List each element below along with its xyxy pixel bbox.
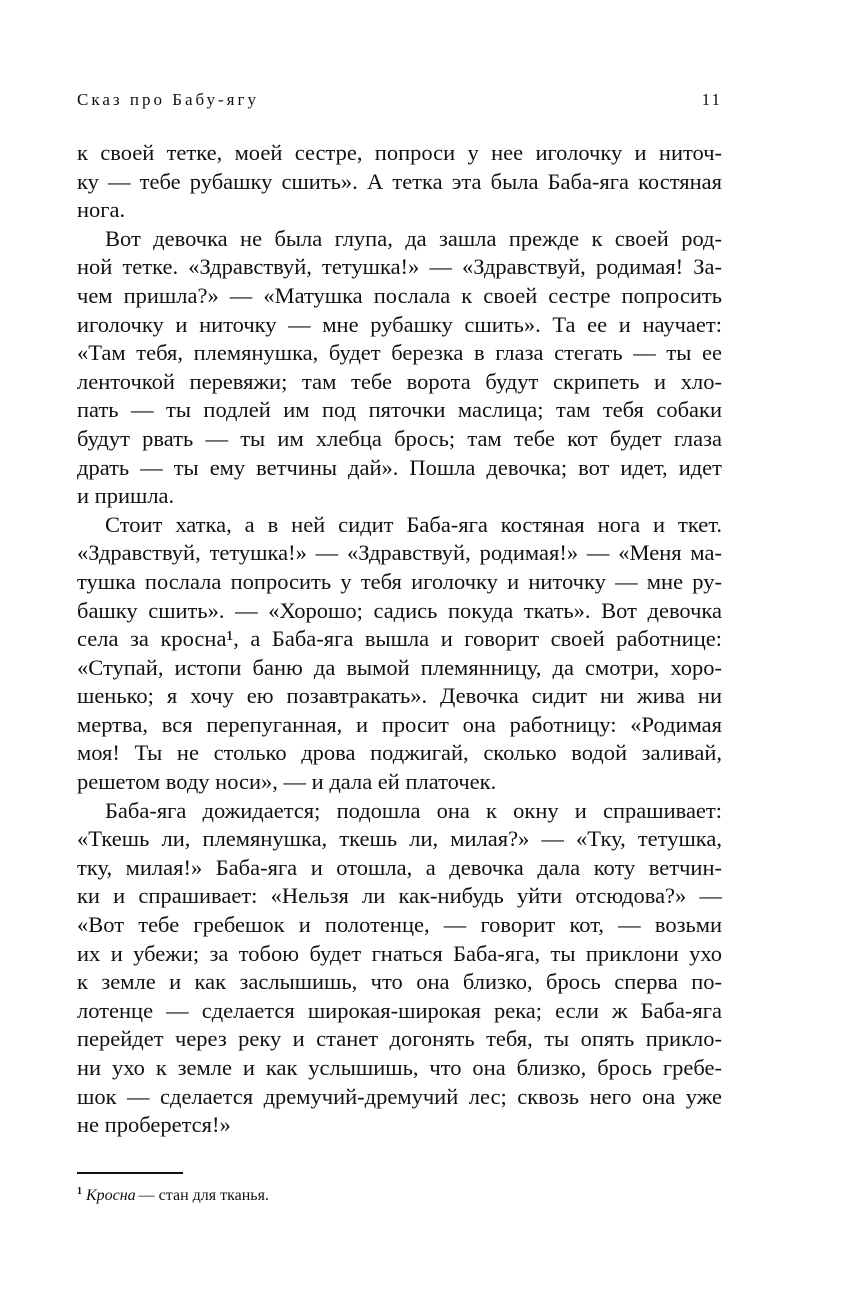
text-line: Баба-яга дожидается; подошла она к окну и спрашивает: xyxy=(105,797,722,823)
page-number: 11 xyxy=(701,90,722,109)
text-line: ки и спрашивает: «Нельзя ли как-нибудь уйти отсюдова?» — xyxy=(77,883,722,909)
text-line: нога. xyxy=(77,197,126,223)
text-line: тушка послала попросить у тебя иголочку и ниточку — мне ру- xyxy=(77,568,722,594)
text-line: «Ступай, истопи баню да вымой племянницу, да смотри, хоро- xyxy=(77,654,722,680)
text-line: решетом воду носи», — и дала ей платочек. xyxy=(77,769,497,795)
text-line: «Здравствуй, тетушка!» — «Здравствуй, родимая!» — «Меня ма- xyxy=(77,540,722,566)
text-line: моя! Ты не столько дрова поджигай, сколько водой заливай, xyxy=(77,740,722,766)
text-line: ленточкой перевяжи; там тебе ворота будут скрипеть и хло- xyxy=(77,368,722,394)
text-line: чем пришла?» — «Матушка послала к своей сестре попросить xyxy=(77,282,722,308)
text-line: тку, милая!» Баба-яга и отошла, а девочка дала коту ветчин- xyxy=(77,854,722,880)
running-head-title: Сказ про Бабу-ягу xyxy=(77,90,259,109)
text-line: шок — сделается дремучий-дремучий лес; сквозь него она уже xyxy=(77,1083,722,1109)
text-line: башку сшить». — «Хорошо; садись покуда ткать». Вот девочка xyxy=(77,597,722,623)
footnote xyxy=(77,1180,269,1208)
paragraph xyxy=(77,797,722,1140)
text-line: перейдет через реку и станет догонять тебя, ты опять прикло- xyxy=(77,1026,722,1052)
text-line: ку — тебе рубашку сшить». А тетка эта была Баба-яга костяная xyxy=(77,168,722,194)
text-line: и пришла. xyxy=(77,483,175,509)
text-line: к своей тетке, моей сестре, попроси у нее иголочку и ниточ- xyxy=(77,140,722,165)
text-line: «Ткешь ли, племянушка, ткешь ли, милая?» — «Тку, тетушка, xyxy=(77,826,722,852)
text-line: их и убежи; за тобою будет гнаться Баба-яга, ты приклони ухо xyxy=(77,940,722,966)
text-line: иголочку и ниточку — мне рубашку сшить». Та ее и научает: xyxy=(77,311,722,337)
text-line: драть — ты ему ветчины дай». Пошла девочка; вот идет, идет xyxy=(77,454,722,480)
footnote-term: Кросна xyxy=(86,1187,136,1204)
text-line: «Вот тебе гребешок и полотенце, — говорит кот, — возьми xyxy=(77,912,722,938)
text-line: пать — ты подлей им под пяточки маслица; там тебя собаки xyxy=(77,397,722,423)
text-line: «Там тебя, племянушка, будет березка в глаза стегать — ты ее xyxy=(77,340,722,366)
text-line: ни ухо к земле и как услышишь, что она близко, брось гребе- xyxy=(77,1055,722,1080)
text-line: села за кросна¹, а Баба-яга вышла и говорит своей работнице: xyxy=(77,626,722,652)
paragraph xyxy=(77,139,722,225)
text-line: ной тетке. «Здравствуй, тетушка!» — «Здравствуй, родимая! За- xyxy=(77,254,722,280)
text-line: Стоит хатка, а в ней сидит Баба-яга костяная нога и ткет. xyxy=(105,511,722,537)
text-line: Вот девочка не была глупа, да зашла прежде к своей род- xyxy=(105,225,722,251)
text-line: шенько; я хочу ею позавтракать». Девочка сидит ни жива ни xyxy=(77,683,722,709)
text-line: не проберется!» xyxy=(77,1112,231,1138)
footnote-marker: 1 xyxy=(77,1186,82,1197)
footnote-definition: — стан для тканья. xyxy=(138,1187,269,1204)
text-line: мертва, вся перепуганная, и просит она работницу: «Родимая xyxy=(77,711,722,737)
text-line: лотенце — сделается широкая-широкая река; если ж Баба-яга xyxy=(77,997,722,1023)
text-line: будут рвать — ты им хлебца брось; там тебе кот будет глаза xyxy=(77,425,722,451)
text-line: к земле и как заслышишь, что она близко, брось сперва по- xyxy=(77,969,722,995)
footnote-divider xyxy=(77,1172,183,1174)
body-text xyxy=(77,139,722,1140)
paragraph xyxy=(77,511,722,797)
paragraph xyxy=(77,225,722,511)
running-head xyxy=(77,90,722,116)
